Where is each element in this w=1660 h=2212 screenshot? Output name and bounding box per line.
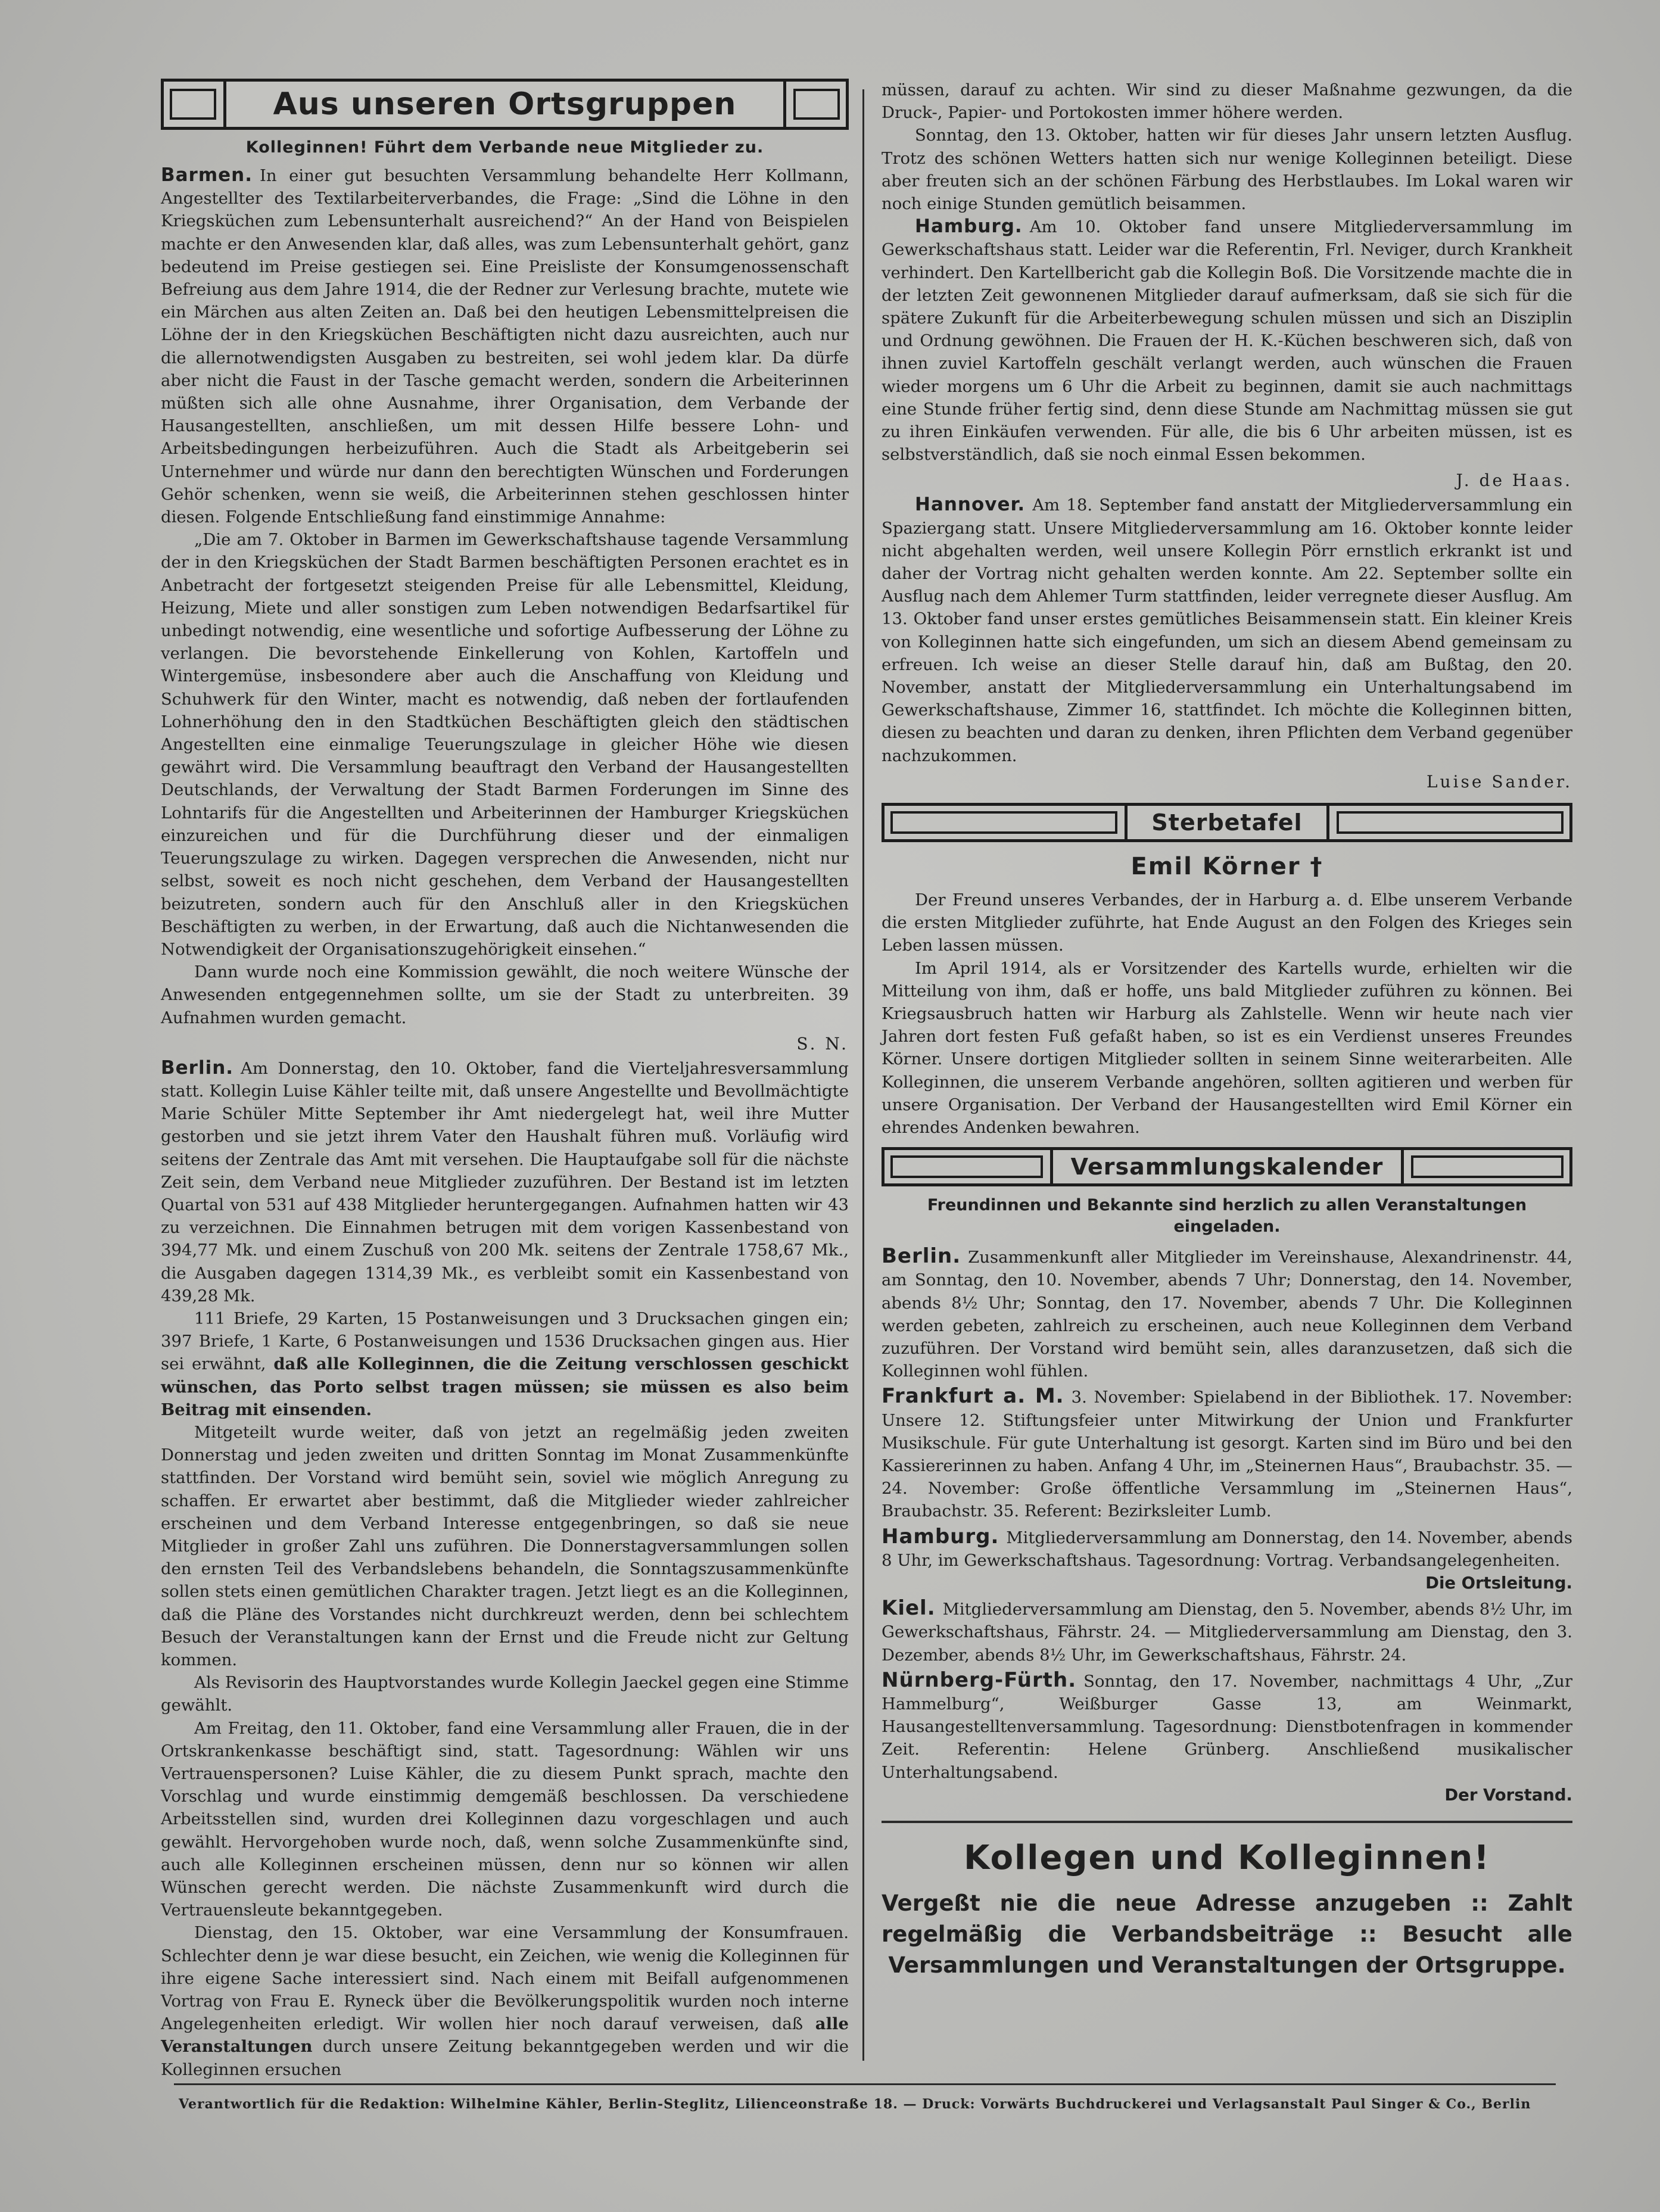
right-column	[882, 79, 1572, 2062]
kalender-invite: Freundinnen und Bekannte sind herzlich zu allen Veranstaltungen eingeladen.	[927, 1196, 1527, 1236]
event-kiel	[882, 1597, 1572, 1666]
report-hamburg	[882, 215, 1572, 466]
porto-notice: daß alle Kolleginnen, die die Zeitung verschlossen geschickt wünschen, das Porto selbst tragen müssen; sie müssen es also beim Beitrag mit einsenden.	[161, 1354, 849, 1419]
hamburg-text: Am 10. Oktober fand unsere Mitgliederversammlung im Gewerkschaftshaus statt. Leider war die Referentin, Frl. Neviger, durch Krankheit verhindert. Den Kartellbericht gab die Kollegin Boß. Die Vorsitzende machte die in der letzten Zeit gewonnenen Mitglieder darauf aufmerksam, daß sie sich für die spätere Zukunft für die Arbeiterbewegung schulen müssen und sich an Disziplin und Ordnung gewöhnen. Die Frauen der H. K.-Küchen beschweren sich, daß von ihnen zuviel Kartoffeln geschält verlangt werden, auch wünschen die Frauen wieder morgens um 6 Uhr die Arbeit zu beginnen, damit sie auch nachmittags eine Stunde früher fertig sind, denn diese Stunde am Nachmittag müssen sie gut zu ihren Einkäufen verwenden. Für alle, die bis 6 Uhr arbeiten müssen, ist es selbstverständlich, daß sie noch einmal Essen bekommen.	[882, 217, 1572, 465]
report-barmen	[161, 164, 849, 528]
signature: Luise Sander.	[1426, 771, 1572, 792]
berlin-mail	[161, 1307, 849, 1421]
banner-ornament-right	[793, 89, 840, 120]
cta-body: Vergeßt nie die neue Adresse anzugeben :: Zahlt regelmäßig die Verbandsbeiträge :: Besucht alle Versammlungen und Veranstaltungen der Ortsgruppe.	[882, 1890, 1572, 1978]
berlin-revisor: Als Revisorin des Hauptvorstandes wurde Kollegin Jaeckel gegen eine Stimme gewählt.	[161, 1673, 849, 1715]
barmen-closing: Dann wurde noch eine Kommission gewählt, die noch weitere Wünsche der Anwesenden entgegennehmen sollte, um sie der Stadt zu unterbreiten. 39 Aufnahmen wurden gemacht.	[161, 962, 849, 1027]
mail-text: 111 Briefe, 29 Karten, 15 Postanweisungen und 3 Drucksachen gingen ein; 397 Briefe, 1 Karte, 6 Postanweisungen und 1536 Drucksachen gingen aus. Hier sei erwähnt,	[161, 1308, 849, 1374]
left-column	[161, 79, 849, 2079]
footer-rule	[174, 2083, 1556, 2085]
obituary-text: Im April 1914, als er Vorsitzender des Kartells wurde, erhielten wir die Mitteilung von ihm, daß er hoffe, uns bald Mitglieder zuführen zu können. Bei Kriegsausbruch hatten wir Harburg als Zahlstelle. Wenn wir heute nach vier Jahren dort festen Fuß gefaßt haben, so ist es ein Verdienst unseres Freundes Körner. Unsere dortigen Mitglieder sollten in seinem Sinne weiterarbeiten. Alle Kolleginnen, die unserem Verbande angehören, sollten agitieren und werben für unsere Organisation. Der Verband der Hausangestellten wird Emil Körner ein ehrendes Andenken bewahren.	[882, 958, 1572, 1137]
signature: S. N.	[796, 1033, 849, 1054]
event-berlin	[882, 1245, 1572, 1382]
event-hamburg	[882, 1525, 1572, 1595]
banner-ornament-right	[1411, 1155, 1564, 1178]
imprint-footer: Verantwortlich für die Redaktion: Wilhelmine Kähler, Berlin-Steglitz, Lilienceonstraße 18. — Druck: Vorwärts Buchdruckerei und Verlagsanstalt Paul Singer & Co., Berlin	[179, 2096, 1531, 2112]
hannover-text: Am 18. September fand anstatt der Mitgliederversammlung ein Spaziergang statt. Unsere Mitgliederversammlung am 16. Oktober konnte leider nicht abgehalten werden, weil unsere Kollegin Pörr ernstlich erkrankt ist und daher der Vortrag nicht gehalten werden konnte. Am 22. September sollte ein Ausflug nach dem Ahlemer Turm stattfinden, leider verregnete dieser Ausflug. Am 13. Oktober fand unser erstes gemütliches Beisammensein statt. Ein kleiner Kreis von Kolleginnen hatte sich eingefunden, um sich an diesem Abend gemeinsam zu erfreuen. Ich weise an dieser Stelle darauf hin, daß am Bußtag, den 20. November, anstatt der Mitgliederversammlung ein Unterhaltungsabend im Gewerkschaftshause, Zimmer 16, stattfindet. Ich möchte die Kolleginnen bitten, diesen zu beachten und daran zu denken, ihren Pflichten dem Verband gegenüber nachzukommen.	[882, 496, 1572, 765]
report-berlin	[161, 1057, 849, 1307]
obituary-name: Emil Körner †	[1130, 852, 1323, 880]
banner-ornament-right	[1337, 811, 1564, 834]
divider	[882, 1821, 1572, 1823]
barmen-text: In einer gut besuchten Versammlung behandelte Herr Kollmann, Angestellter des Textilarbeiterverbandes, die Frage: „Sind die Löhne in den Kriegsküchen zum Lebensunterhalt ausreichend?“ An der Hand von Beispielen machte er den Anwesenden klar, daß alles, was zum Lebensunterhalt gehört, ganz bedeutend im Preise gestiegen sei. Eine Preisliste der Konsumgenossenschaft Befreiung aus dem Jahre 1914, die der Redner zur Verlesung brachte, mutete wie ein Märchen aus alten Zeiten an. Daß bei den heutigen Lebensmittelpreisen die Löhne der in den Kriegsküchen Beschäftigten nicht dazu ausreichten, auch nur die allernotwendigsten Ausgaben zu bestreiten, sei wohl jedem klar. Da dürfe aber nicht die Faust in der Tasche gemacht werden, sondern die Arbeiterinnen müßten sich alle ohne Ausnahme, ihrer Organisation, dem Verbande der Hausangestellten, anschließen, um mit dessen Hilfe bessere Lohn- und Arbeitsbedingungen herbeizuführen. Auch die Stadt als Arbeitgeberin sei Unternehmer und würde nur dann den berechtigten Wünschen und Forderungen Gehör schenken, wenn sie weiß, die Arbeiterinnen stehen geschlossen hinter diesen. Folgende Entschließung fand einstimmige Annahme:	[161, 166, 849, 527]
event-text: 3. November: Spielabend in der Bibliothek. 17. November: Unsere 12. Stiftungsfeier unter Mitwirkung der Union und Frankfurter Musikschule. Für gute Unterhaltung ist gesorgt. Karten sind im Büro und bei den Kassiererinnen zu haben. Anfang 4 Uhr, im „Steinernen Haus“, Braubachstr. 35. — 24. November: Große öffentliche Versammlung im „Steinernen Haus“, Braubachstr. 35. Referent: Bezirksleiter Lumb.	[882, 1388, 1572, 1521]
event-city: Kiel.	[882, 1596, 936, 1621]
city-heading: Berlin.	[161, 1057, 234, 1079]
continued-text: müssen, darauf zu achten. Wir sind zu dieser Maßnahme gezwungen, da die Druck-, Papier- und Portokosten immer höhere werden.	[882, 80, 1572, 123]
event-city: Berlin.	[882, 1244, 961, 1269]
resolution-quote: „Die am 7. Oktober in Barmen im Gewerkschaftshause tagende Versammlung der in den Kriegsküchen der Stadt Barmen beschäftigten Personen erachtet es in Anbetracht der fortgesetzt steigenden Preise für alle Lebensmittel, Kleidung, Heizung, Miete und aller sonstigen zum Leben notwendigen Bedarfsartikel für unbedingt notwendig, eine wesentliche und sofortige Aufbesserung der Löhne zu verlangen. Die bevorstehende Einkellerung von Kohlen, Kartoffeln und Wintergemüse, insbesondere aber auch die Anschaffung von Kleidung und Schuhwerk für den Winter, macht es notwendig, daß neben der fortlaufenden Lohnerhöhung den in den Stadtküchen Beschäftigten gleich den städtischen Angestellten eine einmalige Teuerungszulage in gleicher Höhe wie diesen gewährt wird. Die Versammlung beauftragt den Verband der Hausangestellten Deutschlands, der Verwaltung der Stadt Barmen Forderungen im Sinne des Lohntarifs für die Angestellten und Arbeiterinnen der Hamburger Kriegsküchen einzureichen und für die Durchführung dieser und der einmaligen Teuerungszulage zu wirken. Dagegen versprechen die Anwesenden, nicht nur selbst, soweit es noch nicht geschehen, dem Verband der Hausangestellten beizutreten, sondern auch für den Anschluß aller in den Kriegsküchen Beschäftigten zu werben, in der Erwartung, daß auch die Nichtanwesenden die Notwendigkeit der Organisationszugehörigkeit einsehen.“	[161, 530, 849, 959]
event-text: Mitgliederversammlung am Donnerstag, den 14. November, abends 8 Uhr, im Gewerkschaftshaus. Tagesordnung: Vortrag. Verbandsangelegenheiten.	[882, 1528, 1572, 1570]
berlin-konsum	[161, 1921, 849, 2080]
section-title: Aus unseren Ortsgruppen	[223, 82, 786, 127]
event-frankfurt	[882, 1385, 1572, 1522]
event-text: Zusammenkunft aller Mitglieder im Vereinshause, Alexandrinenstr. 44, am Sonntag, den 10. November, abends 7 Uhr; Donnerstag, den 14. November, abends 8½ Uhr; Sonntag, den 17. November, abends 7 Uhr. Die Kolleginnen werden gebeten, zahlreich zu erscheinen, auch neue Kolleginnen dem Verband zuzuführen. Der Vorstand wird bemüht sein, alles daranzusetzen, daß sich die Kolleginnen wohl fühlen.	[882, 1248, 1572, 1381]
berlin-krankenkasse: Am Freitag, den 11. Oktober, fand eine Versammlung aller Frauen, die in der Ortskrankenkasse beschäftigt sind, statt. Tagesordnung: Wählen wir uns Vertrauenspersonen? Luise Kähler, die zu diesem Punkt sprach, machte den Vorschlag und wurde einstimmig demgemäß beschlossen. Da verschiedene Arbeitsstellen sind, wurden drei Kolleginnen dazu vorgeschlagen und auch gewählt. Hervorgehoben wurde noch, daß, wenn solche Zusammenkünfte sind, auch alle Kolleginnen erscheinen müssen, denn nur so können wir allen Wünschen gerecht werden. Die nächste Zusammenkunft wird durch die Vertrauensleute bekanntgegeben.	[161, 1718, 849, 1920]
konsum-emphasis: alle Veranstaltungen	[161, 2014, 849, 2057]
city-heading: Hannover.	[915, 494, 1026, 516]
event-city: Frankfurt a. M.	[882, 1384, 1064, 1409]
kalender-banner	[882, 1147, 1572, 1186]
event-text: Mitgliederversammlung am Dienstag, den 5. November, abends 8½ Uhr, im Gewerkschaftshaus, Fährstr. 24. — Mitgliederversammlung am Dienstag, den 3. Dezember, abends 8½ Uhr, im Gewerkschaftshaus, Fährstr. 24.	[882, 1600, 1573, 1665]
kalender-title: Versammlungskalender	[1050, 1150, 1404, 1183]
event-text: Sonntag, den 17. November, nachmittags 4 Uhr, „Zur Hammelburg“, Weißburger Gasse 13, am Weinmarkt, Hausangestelltenversammlung. Tagesordnung: Dienstbotenfragen in kommender Zeit. Referentin: Helene Grünberg. Anschließend musikalischer Unterhaltungsabend.	[882, 1671, 1572, 1782]
berlin-meetings: Mitgeteilt wurde weiter, daß von jetzt an regelmäßig jeden zweiten Donnerstag und jeden zweiten und dritten Sonntag im Monat Zusammenkünfte stattfinden. Der Vorstand wird bemüht sein, soviel wie möglich Anregung zu schaffen. Er erwartet aber bestimmt, daß die Mitglieder wieder zahlreicher erscheinen und dem Verband Interesse entgegenbringen, so daß sie neue Mitglieder in großer Zahl uns zuführen. Die Donnerstagversammlungen sollen den ernsten Teil des Verbandslebens behandeln, die Sonntagszusammenkünfte sollen stets einen gemütlichen Charakter tragen. Jetzt liegt es an die Kolleginnen, daß die Pläne des Vorstandes nicht durchkreuzt werden, denn bei schlechtem Besuch der Veranstaltungen kann der Ernst und die Freude nicht zur Geltung kommen.	[161, 1422, 849, 1669]
banner-ornament-left	[890, 1155, 1043, 1178]
city-heading: Hamburg.	[915, 216, 1023, 238]
banner-ornament-left	[170, 89, 216, 120]
cta-title: Kollegen und Kolleginnen!	[964, 1839, 1490, 1877]
sterbetafel-banner	[882, 803, 1572, 842]
konsum-text-end: durch unsere Zeitung bekanntgegeben werden und wir die Kolleginnen ersuchen	[161, 2037, 849, 2079]
event-city: Nürnberg-Fürth.	[882, 1668, 1077, 1692]
konsum-text: Dienstag, den 15. Oktober, war eine Versammlung der Konsumfrauen. Schlechter denn je war diese besucht, ein Zeichen, wie wenig die Kolleginnen für ihre eigene Sache interessiert sind. Nach einem mit Beifall aufgenommenen Vortrag von Frau E. Ryneck über die Bevölkerungspolitik wurden noch interne Angelegenheiten erledigt. Wir wollen hier noch darauf verweisen, daß	[161, 1923, 849, 2034]
section-banner	[161, 79, 849, 130]
berlin-text: Am Donnerstag, den 10. Oktober, fand die Vierteljahresversammlung statt. Kollegin Luise Kähler teilte mit, daß unsere Angestellte und Bevollmächtigte Marie Schüler Mitte September ihr Amt niedergelegt hat, weil ihre Mutter gestorben und sie jetzt ihrem Vater den Haushalt führen muß. Vorläufig wird seitens der Zentrale das Amt mit versehen. Die Hauptaufgabe soll für die nächste Zeit sein, dem Verband neue Mitglieder zuzuführen. Der Bestand ist im letzten Quartal von 531 auf 438 Mitglieder heruntergegangen. Aufnahmen hatten wir 43 zu verzeichnen. Die Einnahmen betrugen mit dem vorigen Kassenbestand von 394,77 Mk. und einem Zuschuß von 200 Mk. seitens der Zentrale 1758,67 Mk., die Ausgaben dagegen 1314,39 Mk., es verbleibt somit ein Kassenbestand von 439,28 Mk.	[161, 1058, 849, 1306]
event-organizer: Der Vorstand.	[1444, 1785, 1572, 1805]
slogan: Kolleginnen! Führt dem Verbande neue Mitglieder zu.	[245, 138, 764, 157]
event-city: Hamburg.	[882, 1524, 999, 1549]
event-nuernberg	[882, 1669, 1572, 1806]
city-heading: Barmen.	[161, 164, 253, 186]
column-rule	[862, 89, 864, 2061]
ausflug-text: Sonntag, den 13. Oktober, hatten wir für dieses Jahr unsern letzten Ausflug. Trotz des schönen Wetters hatten sich nur wenige Kolleginnen beteiligt. Diese aber freuten sich an der schönen Färbung des Herbstlaubes. Im Lokal waren wir noch einige Stunden gemütlich beisammen.	[882, 126, 1572, 214]
signature: J. de Haas.	[1456, 471, 1572, 491]
obituary-text: Der Freund unseres Verbandes, der in Harburg a. d. Elbe unserem Verbande die ersten Mitglieder zuführte, hat Ende August an den Folgen des Krieges sein Leben lassen müssen.	[882, 890, 1572, 955]
banner-ornament-left	[890, 811, 1117, 834]
report-hannover	[882, 493, 1572, 767]
event-organizer: Die Ortsleitung.	[1425, 1573, 1572, 1593]
sterbetafel-title: Sterbetafel	[1125, 806, 1329, 839]
